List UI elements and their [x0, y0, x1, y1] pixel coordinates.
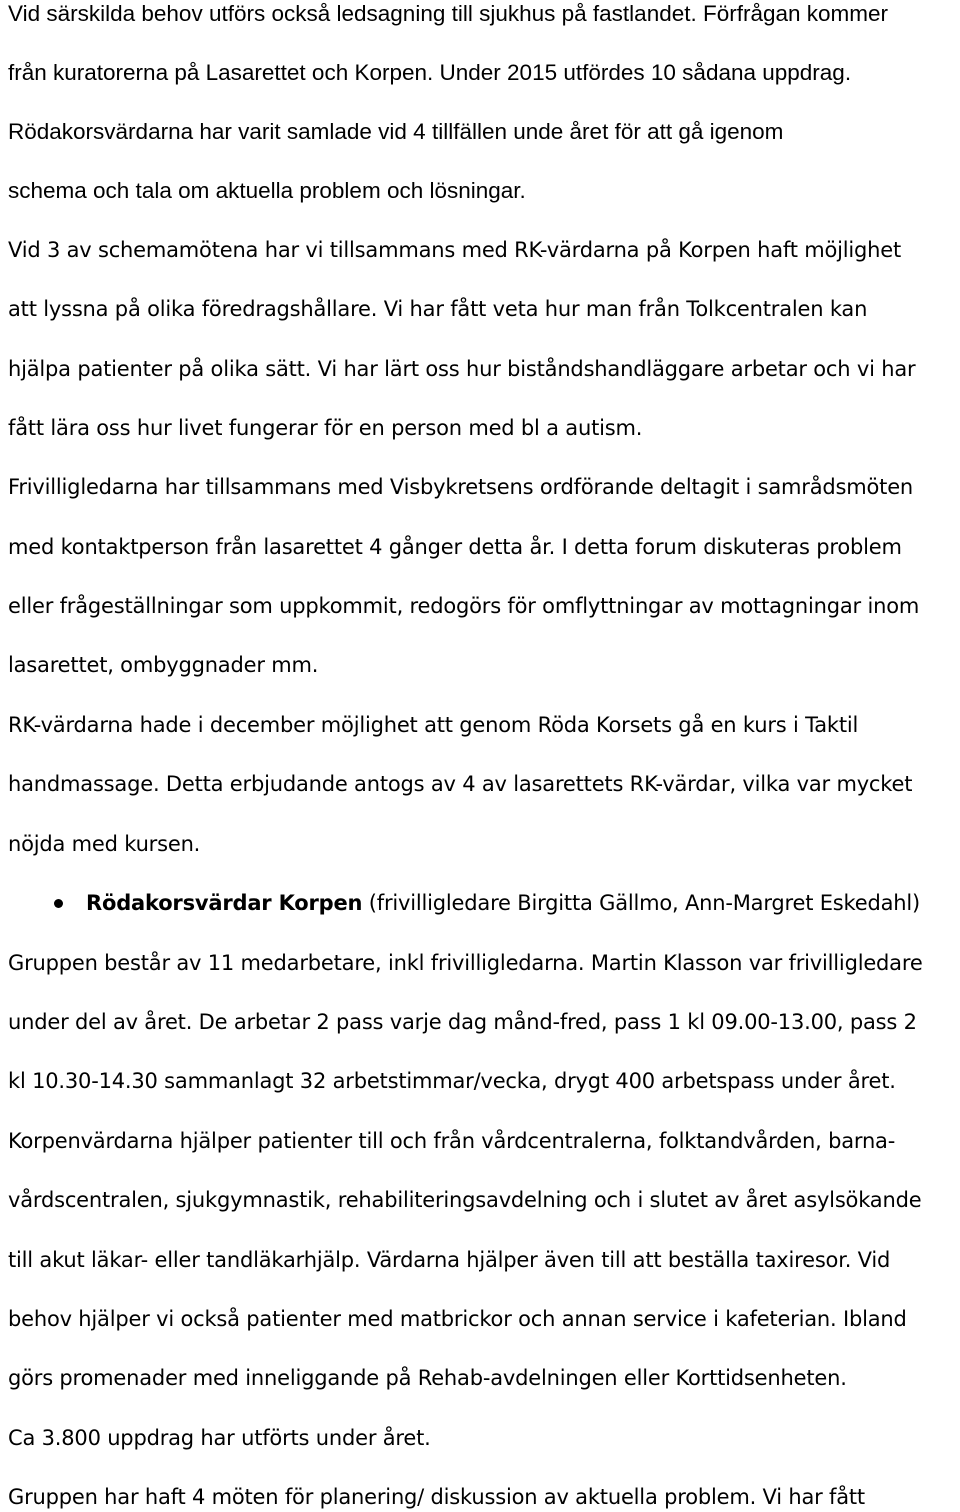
- paragraph-line: Vid särskilda behov utförs också ledsagning till sjukhus på fastlandet. Förfrågan kommer: [8, 1, 889, 26]
- paragraph-line: Gruppen har haft 4 möten för planering/ diskussion av aktuella problem. Vi har fått: [8, 1485, 865, 1509]
- paragraph-line: Gruppen består av 11 medarbetare, inkl frivilligledarna. Martin Klasson var frivilligledare: [8, 951, 923, 975]
- paragraph-line: kl 10.30-14.30 sammanlagt 32 arbetstimmar/vecka, drygt 400 arbetspass under året.: [8, 1069, 896, 1093]
- paragraph-line: med kontaktperson från lasarettet 4 gånger detta år. I detta forum diskuteras problem: [8, 535, 902, 559]
- paragraph-line: till akut läkar- eller tandläkarhjälp. Värdarna hjälper även till att beställa taxiresor. Vid: [8, 1248, 891, 1272]
- paragraph-line: behov hjälper vi också patienter med matbrickor och annan service i kafeterian. Ibland: [8, 1307, 907, 1331]
- paragraph-line: Vid 3 av schemamötena har vi tillsammans med RK-värdarna på Korpen haft möjlighet: [8, 238, 902, 262]
- bullet-point: [54, 899, 63, 908]
- paragraph-line: eller frågeställningar som uppkommit, redogörs för omflyttningar av mottagningar inom: [8, 594, 920, 618]
- paragraph-line: under del av året. De arbetar 2 pass varje dag månd-fred, pass 1 kl 09.00-13.00, pass 2: [8, 1010, 917, 1034]
- paragraph-line: vårdscentralen, sjukgymnastik, rehabiliteringsavdelning och i slutet av året asylsökande: [8, 1188, 922, 1212]
- paragraph-line: Korpenvärdarna hjälper patienter till och från vårdcentralerna, folktandvården, barna-: [8, 1129, 896, 1153]
- paragraph-line: hjälpa patienter på olika sätt. Vi har lärt oss hur biståndshandläggare arbetar och vi har: [8, 357, 916, 381]
- bullet-heading: Rödakorsvärdar Korpen: [86, 891, 363, 915]
- paragraph-line: att lyssna på olika föredragshållare. Vi har fått veta hur man från Tolkcentralen kan: [8, 297, 868, 321]
- paragraph-line: Ca 3.800 uppdrag har utförts under året.: [8, 1426, 431, 1450]
- paragraph-line: handmassage. Detta erbjudande antogs av 4 av lasarettets RK-värdar, vilka var mycket: [8, 772, 913, 796]
- paragraph-line: schema och tala om aktuella problem och lösningar.: [8, 178, 526, 203]
- paragraph-line: lasarettet, ombyggnader mm.: [8, 653, 319, 677]
- paragraph-line: från kuratorerna på Lasarettet och Korpen. Under 2015 utfördes 10 sådana uppdrag.: [8, 60, 852, 85]
- paragraph-line: görs promenader med inneliggande på Rehab-avdelningen eller Korttidsenheten.: [8, 1366, 847, 1390]
- paragraph-line: nöjda med kursen.: [8, 832, 201, 856]
- bullet-item: [86, 889, 920, 917]
- paragraph-line: Frivilligledarna har tillsammans med Visbykretsens ordförande deltagit i samrådsmöten: [8, 475, 914, 499]
- paragraph-line: Rödakorsvärdarna har varit samlade vid 4 tillfällen unde året för att gå igenom: [8, 119, 784, 144]
- paragraph-line: fått lära oss hur livet fungerar för en person med bl a autism.: [8, 416, 643, 440]
- bullet-detail: (frivilligledare Birgitta Gällmo, Ann-Margret Eskedahl): [362, 891, 921, 915]
- paragraph-line: RK-värdarna hade i december möjlighet att genom Röda Korsets gå en kurs i Taktil: [8, 713, 859, 737]
